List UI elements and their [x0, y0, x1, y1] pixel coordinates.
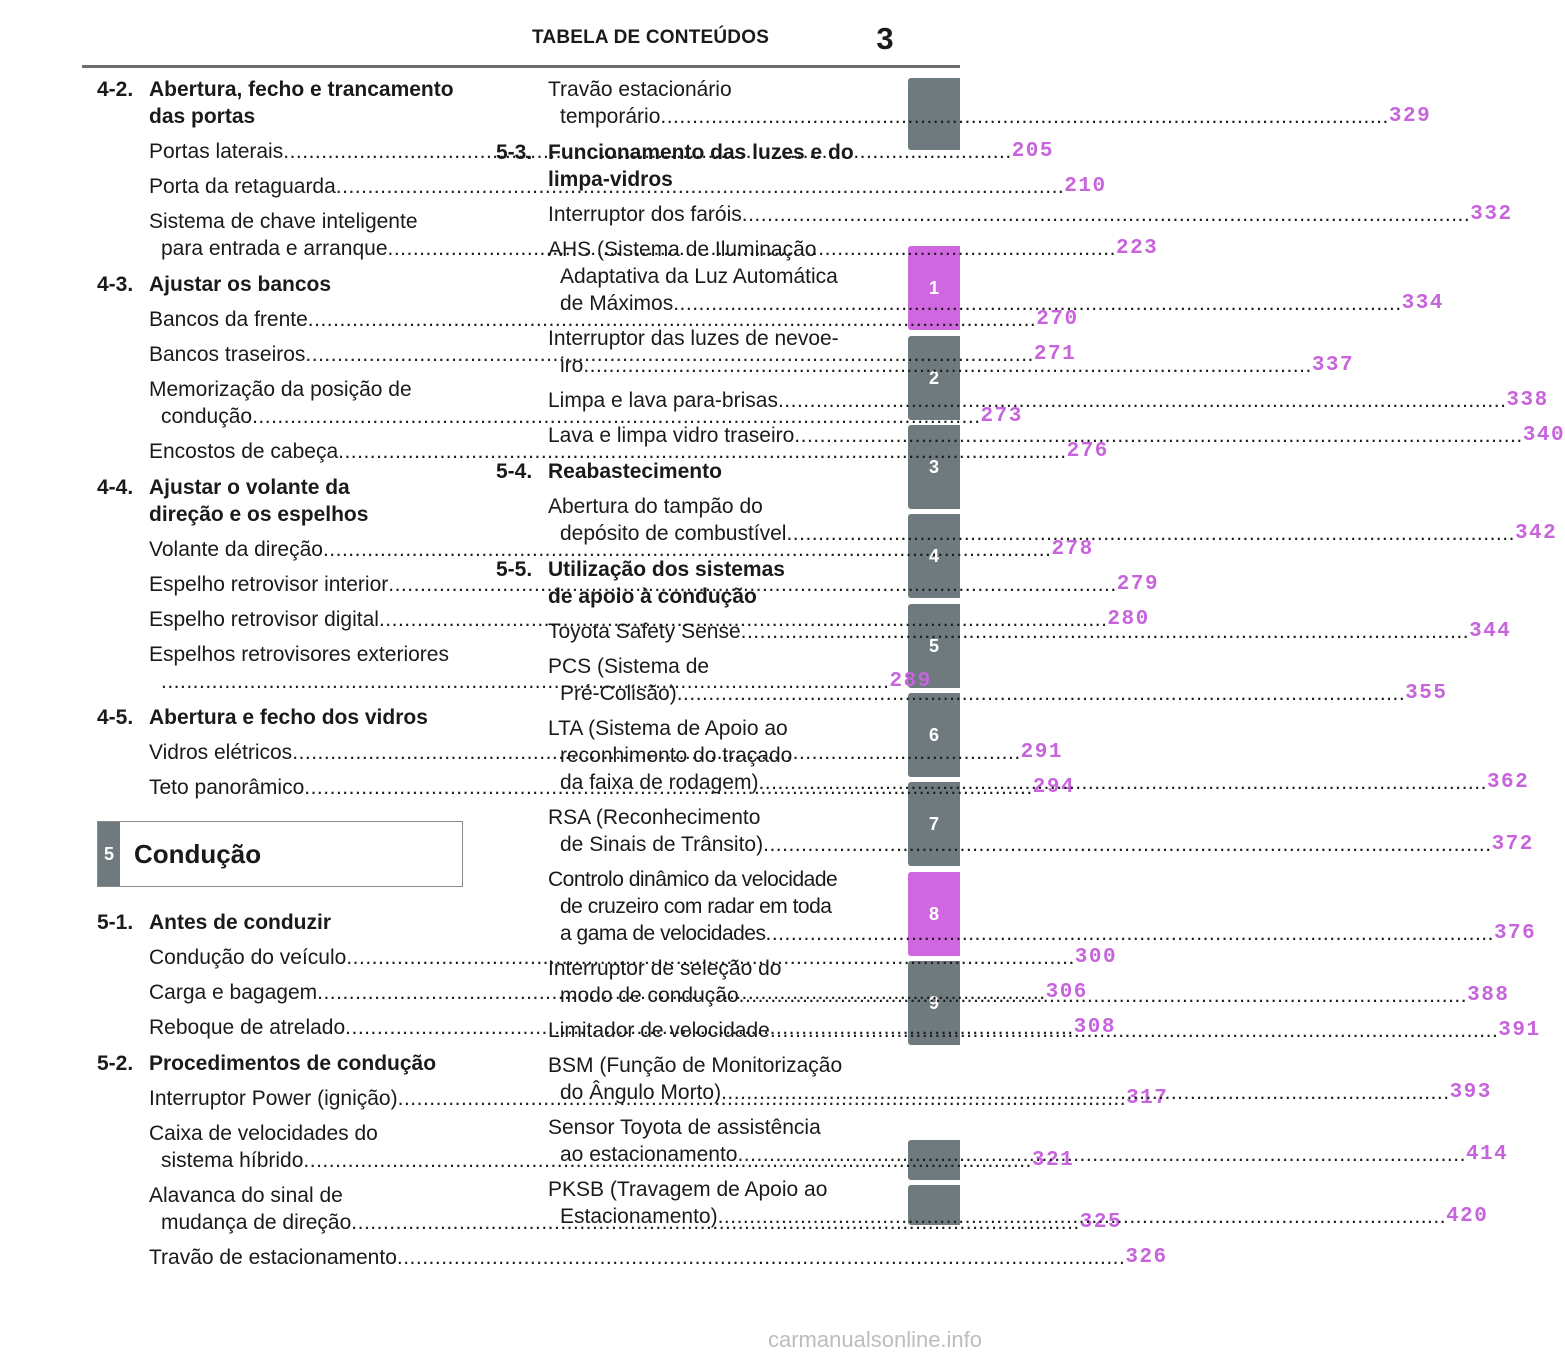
page-link[interactable]: 393	[1449, 1081, 1492, 1104]
page-link[interactable]: 362	[1486, 771, 1530, 794]
section-heading	[97, 909, 463, 936]
toc-entry[interactable]	[496, 387, 1549, 414]
toc-entry[interactable]	[97, 341, 1077, 368]
entry-text: Interruptor Power (ignição)	[149, 1087, 398, 1110]
page-link[interactable]: 280	[1107, 608, 1150, 631]
toc-entry[interactable]	[496, 422, 1565, 449]
page-link[interactable]: 321	[1031, 1149, 1075, 1172]
toc-entry[interactable]	[97, 306, 1079, 333]
page-link[interactable]: 325	[1079, 1211, 1123, 1234]
chapter-tab-7[interactable]: 7	[908, 782, 960, 866]
page-link[interactable]: 223	[1115, 237, 1159, 260]
section-number: 5-4.	[496, 460, 533, 483]
page-link[interactable]: 326	[1125, 1246, 1168, 1269]
page-link[interactable]: 273	[980, 405, 1023, 428]
toc-entry[interactable]	[97, 438, 1109, 465]
section-heading	[496, 458, 860, 485]
entry-text: Limpa e lava para-brisas	[548, 389, 778, 412]
entry-text-line2: Pré-Colisão)	[560, 682, 677, 705]
entry-text: Espelho retrovisor interior	[149, 573, 389, 596]
section-number: 4-3.	[97, 273, 134, 296]
chapter-tab-4[interactable]: 4	[908, 514, 960, 598]
section-title-line2: de apoio à condução	[548, 585, 757, 608]
header-title: TABELA DE CONTEÚDOS	[532, 27, 770, 48]
chapter-tab-9[interactable]: 9	[908, 961, 960, 1045]
toc-entry[interactable]	[496, 804, 1534, 858]
entry-text: Vidros elétricos	[149, 741, 293, 764]
entry-text: Lava e limpa vidro traseiro	[548, 424, 795, 447]
chapter-tab-3[interactable]: 3	[908, 425, 960, 509]
entry-text: Interruptor das luzes de nevoe-	[548, 327, 839, 350]
page-link[interactable]: 289	[889, 670, 932, 693]
entry-text: Encostos de cabeça	[149, 440, 339, 463]
page-link[interactable]: 278	[1051, 538, 1094, 561]
entry-text: Portas laterais	[149, 140, 284, 163]
entry-text: Espelho retrovisor digital	[149, 608, 379, 631]
entry-text: RSA (Reconhecimento	[548, 806, 761, 829]
entry-text: Travão estacionário	[548, 78, 732, 101]
section-heading	[97, 1050, 463, 1077]
chapter-title: Condução	[134, 838, 262, 869]
section-title: Funcionamento das luzes e do	[548, 141, 854, 164]
page-link[interactable]: 291	[1020, 741, 1063, 764]
entry-text: Alavanca do sinal de	[149, 1184, 343, 1207]
entry-text: Teto panorâmico	[149, 776, 305, 799]
page-link[interactable]: 276	[1066, 440, 1109, 463]
entry-text: Abertura do tampão do	[548, 495, 763, 518]
entry-text-line2: depósito de combustível	[560, 522, 787, 545]
page-link[interactable]: 391	[1498, 1019, 1541, 1042]
chapter-heading-box	[97, 821, 463, 887]
chapter-number: 5	[98, 822, 120, 886]
page-link[interactable]: 308	[1073, 1016, 1116, 1039]
page-link[interactable]: 270	[1036, 308, 1079, 331]
entry-text-line2: condução	[161, 405, 253, 428]
section-number: 4-2.	[97, 78, 134, 101]
section-number: 5-3.	[496, 141, 533, 164]
page-link[interactable]: 205	[1011, 140, 1055, 163]
entry-text-line2: temporário	[560, 105, 661, 128]
page-link[interactable]: 420	[1446, 1205, 1489, 1228]
entry-text: Reboque de atrelado	[149, 1016, 346, 1039]
chapter-tab-1[interactable]: 1	[908, 246, 960, 330]
page-link[interactable]: 329	[1388, 105, 1432, 128]
page-link[interactable]: 342	[1514, 522, 1558, 545]
section-title-line2: das portas	[149, 105, 256, 128]
section-heading	[97, 704, 463, 731]
entry-text-line2: Estacionamento)	[560, 1205, 718, 1228]
toc-entry[interactable]	[97, 1244, 1168, 1271]
entry-text: BSM (Função de Monitorização	[548, 1054, 843, 1077]
entry-text: Volante da direção	[149, 538, 323, 561]
entry-text: Caixa de velocidades do	[149, 1122, 378, 1145]
toc-entry[interactable]	[496, 76, 1432, 130]
page-link[interactable]: 334	[1401, 292, 1444, 315]
section-heading	[496, 556, 860, 610]
chapter-tab-8[interactable]: 8	[908, 872, 960, 956]
entry-text-line3: de Máximos	[560, 292, 674, 315]
page-link[interactable]: 338	[1506, 389, 1549, 412]
page-link[interactable]: 388	[1467, 984, 1510, 1007]
section-title: Ajustar os bancos	[149, 273, 332, 296]
entry-text-line3: a gama de velocidades	[560, 922, 766, 945]
entry-text: Condução do veículo	[149, 946, 347, 969]
section-title-line2: limpa-vidros	[548, 168, 673, 191]
entry-text: Bancos traseiros	[149, 343, 306, 366]
section-heading	[97, 76, 463, 130]
section-title: Reabastecimento	[548, 460, 722, 483]
entry-text-line2: de Sinais de Trânsito)	[560, 833, 764, 856]
watermark: carmanualsonline.info	[768, 1327, 983, 1352]
section-title-line2: direção e os espelhos	[149, 503, 369, 526]
chapter-tab-6[interactable]: 6	[908, 693, 960, 777]
section-title: Antes de conduzir	[149, 911, 332, 934]
entry-text-line2: ao estacionamento	[560, 1143, 738, 1166]
entry-text: Carga e bagagem	[149, 981, 318, 1004]
entry-text: Interruptor de seleção do	[548, 957, 782, 980]
entry-text: Sensor Toyota de assistência	[548, 1116, 821, 1139]
chapter-tab-2[interactable]: 2	[908, 336, 960, 420]
section-title: Procedimentos de condução	[149, 1052, 437, 1075]
page-link[interactable]: 344	[1469, 620, 1512, 643]
toc-entry[interactable]	[496, 201, 1513, 228]
page-link[interactable]: 300	[1074, 946, 1118, 969]
page-link[interactable]: 317	[1126, 1087, 1169, 1110]
entry-text: Travão de estacionamento	[149, 1246, 397, 1269]
section-number: 5-2.	[97, 1052, 134, 1075]
entry-text: Controlo dinâmico da velocidade	[548, 868, 838, 891]
section-heading	[97, 474, 463, 528]
entry-text-line2: Adaptativa da Luz Automática	[560, 265, 838, 288]
entry-text: Memorização da posição de	[149, 378, 412, 401]
entry-text: PCS (Sistema de	[548, 655, 710, 678]
entry-text: Interruptor dos faróis	[548, 203, 742, 226]
section-number: 5-5.	[496, 558, 533, 581]
page-number: 3	[876, 21, 894, 56]
entry-text-line2: mudança de direção	[161, 1211, 352, 1234]
page-link[interactable]: 306	[1045, 981, 1088, 1004]
page-link[interactable]: 337	[1311, 354, 1355, 377]
page-link[interactable]: 340	[1522, 424, 1565, 447]
chapter-tab-5[interactable]: 5	[908, 604, 960, 688]
entry-text: Toyota Safety Sense	[548, 620, 741, 643]
entry-text-line2: do Ângulo Morto)	[560, 1081, 722, 1104]
entry-text-line3: da faixa de rodagem)	[560, 771, 759, 794]
entry-text: Limitador de velocidade	[548, 1019, 770, 1042]
page-link[interactable]: 294	[1032, 776, 1076, 799]
entry-text-line2: iro	[560, 354, 584, 377]
entry-text-line2: sistema híbrido	[161, 1149, 304, 1172]
entry-text-line2: de cruzeiro com radar em toda	[560, 895, 832, 918]
section-title: Abertura e fecho dos vidros	[149, 706, 428, 729]
section-heading	[496, 139, 860, 193]
page-link[interactable]: 376	[1493, 922, 1537, 945]
entry-text: PKSB (Travagem de Apoio ao	[548, 1178, 828, 1201]
entry-text: LTA (Sistema de Apoio ao	[548, 717, 788, 740]
toc-entry[interactable]	[496, 866, 1537, 947]
entry-text: Bancos da frente	[149, 308, 308, 331]
entry-text: Espelhos retrovisores exteriores	[149, 643, 449, 666]
entry-text-line2: para entrada e arranque	[161, 237, 388, 260]
entry-text: AHS (Sistema de Iluminação	[548, 238, 817, 261]
section-number: 4-5.	[97, 706, 134, 729]
page-link[interactable]: 332	[1470, 203, 1513, 226]
page-link[interactable]: 271	[1033, 343, 1077, 366]
toc-entry[interactable]	[496, 493, 1558, 547]
entry-text: Porta da retaguarda	[149, 175, 336, 198]
page-link[interactable]: 210	[1064, 175, 1107, 198]
section-number: 4-4.	[97, 476, 134, 499]
page-link[interactable]: 279	[1116, 573, 1160, 596]
page-link[interactable]: 372	[1491, 833, 1534, 856]
section-heading	[97, 271, 463, 298]
section-title: Abertura, fecho e trancamento	[149, 78, 454, 101]
page-link[interactable]: 355	[1405, 682, 1448, 705]
section-number: 5-1.	[97, 911, 134, 934]
entry-text-line2: modo de condução	[560, 984, 739, 1007]
section-title: Utilização dos sistemas	[548, 558, 785, 581]
header-rule	[82, 65, 960, 68]
entry-text: Sistema de chave inteligente	[149, 210, 418, 233]
section-title: Ajustar o volante da	[149, 476, 350, 499]
entry-text-line2: reconhimento do traçado	[560, 744, 793, 767]
toc-entry[interactable]	[97, 536, 1094, 563]
page-link[interactable]: 414	[1465, 1143, 1509, 1166]
